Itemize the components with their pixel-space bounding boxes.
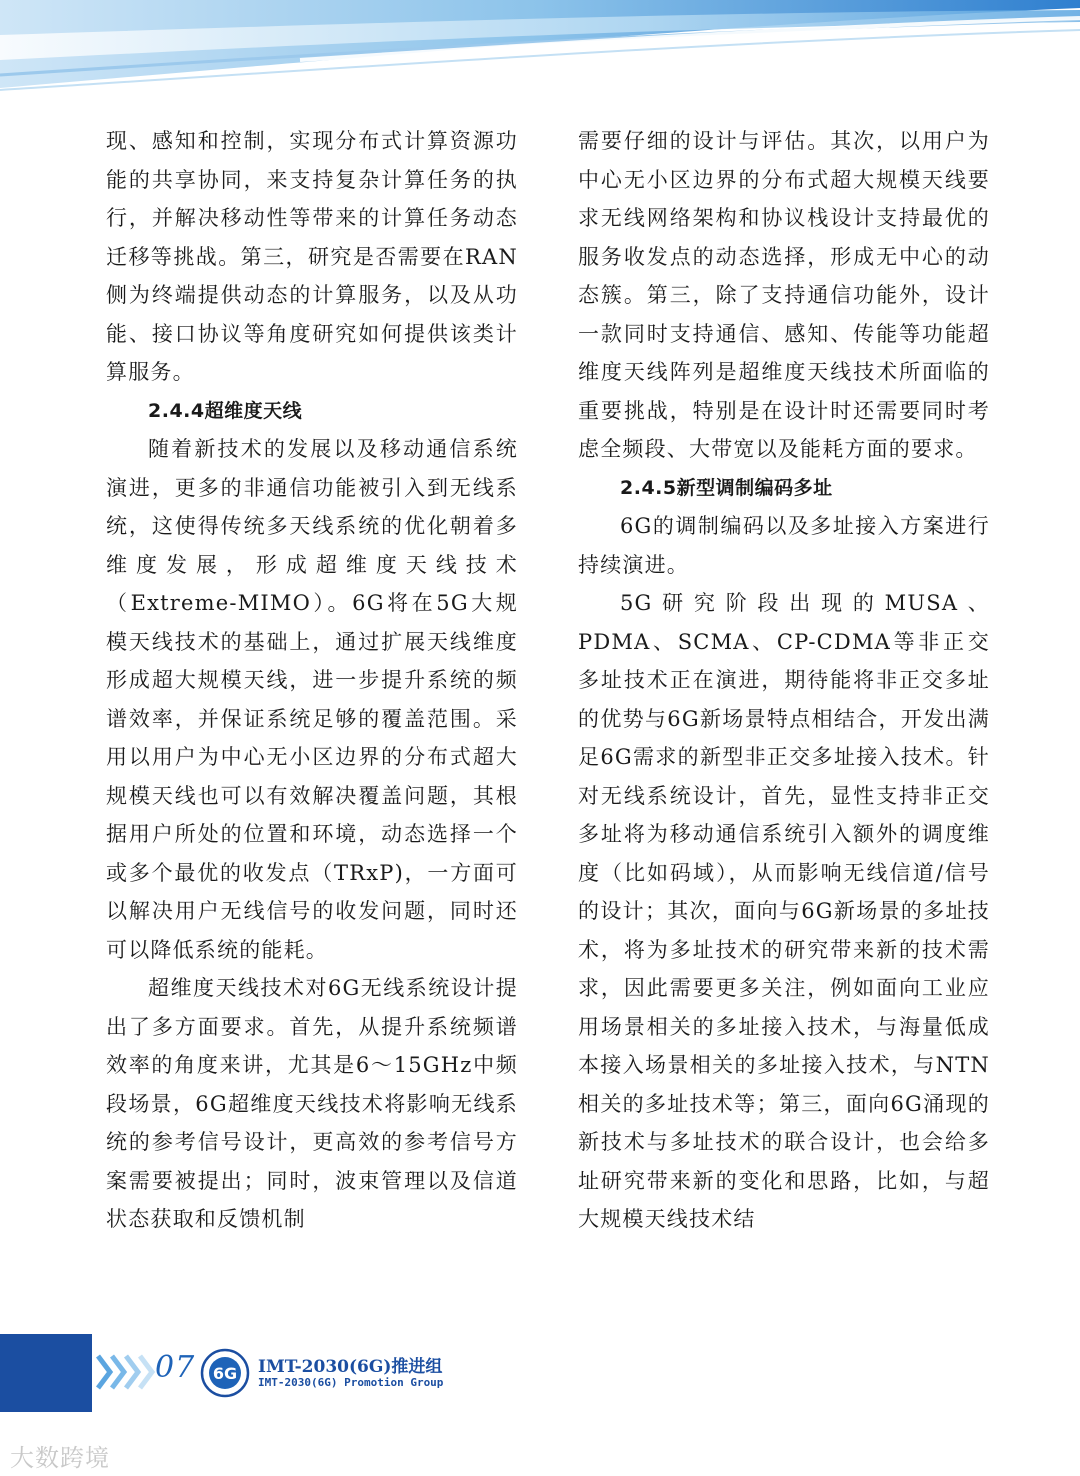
right-text-column — [578, 122, 990, 1239]
header-wave-decoration — [0, 0, 1080, 110]
section-heading: 2.4.4超维度天线 — [148, 399, 303, 422]
watermark-text: 大数跨境 — [10, 1444, 110, 1472]
page-number: 07 — [155, 1350, 196, 1385]
body-paragraph: 5G研究阶段出现的MUSA、PDMA、SCMA、CP-CDMA等非正交多址技术正在演进，期待能将非正交多址的优势与6G新场景特点相结合，开发出满足6G需求的新型非正交多址接入技术。针对无线系统设计，首先，显性支持非正交多址将为移动通信系统引入额外的调度维度（比如码域），从而影响无线信道/信号的设计；其次，面向与6G新场景的多址技术，将为多址技术的研究带来新的技术需求，因此需要更多关注，例如面向工业应用场景相关的多址接入技术，与海量低成本接入场景相关的多址接入技术，与NTN相关的多址技术等；第三，面向6G涌现的新技术与多址技术的联合设计，也会给多址研究带来新的变化和思路，比如，与超大规模天线技术结 — [578, 591, 990, 1231]
left-text-column — [106, 122, 518, 1239]
section-heading: 2.4.5新型调制编码多址 — [620, 476, 833, 499]
body-paragraph: 随着新技术的发展以及移动通信系统演进，更多的非通信功能被引入到无线系统，这使得传统多天线系统的优化朝着多维度发展，形成超维度天线技术（Extreme-MIMO）。6G将在5G大规模天线技术的基础上，通过扩展天线维度形成超大规模天线，进一步提升系统的频谱效率，并保证系统足够的覆盖范围。采用以用户为中心无小区边界的分布式超大规模天线也可以有效解决覆盖问题，其根据用户所处的位置和环境，动态选择一个或多个最优的收发点（TRxP)，一方面可以解决用户无线信号的收发问题，同时还可以降低系统的能耗。 — [106, 437, 518, 962]
org-name-english: IMT-2030(6G) Promotion Group — [258, 1376, 444, 1389]
body-paragraph: 现、感知和控制，实现分布式计算资源功能的共享协同，来支持复杂计算任务的执行，并解决移动性等带来的计算任务动态迁移等挑战。第三，研究是否需要在RAN侧为终端提供动态的计算服务，以及从功能、接口协议等角度研究如何提供该类计算服务。 — [106, 129, 518, 384]
body-paragraph: 需要仔细的设计与评估。其次，以用户为中心无小区边界的分布式超大规模天线要求无线网络架构和协议栈设计支持最优的服务收发点的动态选择，形成无中心的动态簇。第三，除了支持通信功能外，设计一款同时支持通信、感知、传能等功能超维度天线阵列是超维度天线技术所面临的重要挑战，特别是在设计时还需要同时考虑全频段、大带宽以及能耗方面的要求。 — [578, 129, 990, 461]
body-paragraph: 超维度天线技术对6G无线系统设计提出了多方面要求。首先，从提升系统频谱效率的角度来讲，尤其是6～15GHz中频段场景，6G超维度天线技术将影响无线系统的参考信号设计，更高效的参考信号方案需要被提出；同时，波束管理以及信道状态获取和反馈机制 — [106, 976, 518, 1231]
footer-color-bar — [0, 1334, 92, 1412]
page-footer — [0, 1330, 1080, 1476]
chevron-arrows-icon — [96, 1352, 158, 1392]
imt2030-logo-icon — [200, 1348, 250, 1398]
body-paragraph: 6G的调制编码以及多址接入方案进行持续演进。 — [578, 514, 990, 577]
org-name: IMT-2030(6G)推进组 — [258, 1357, 443, 1377]
logo-text: 6G — [212, 1364, 238, 1383]
